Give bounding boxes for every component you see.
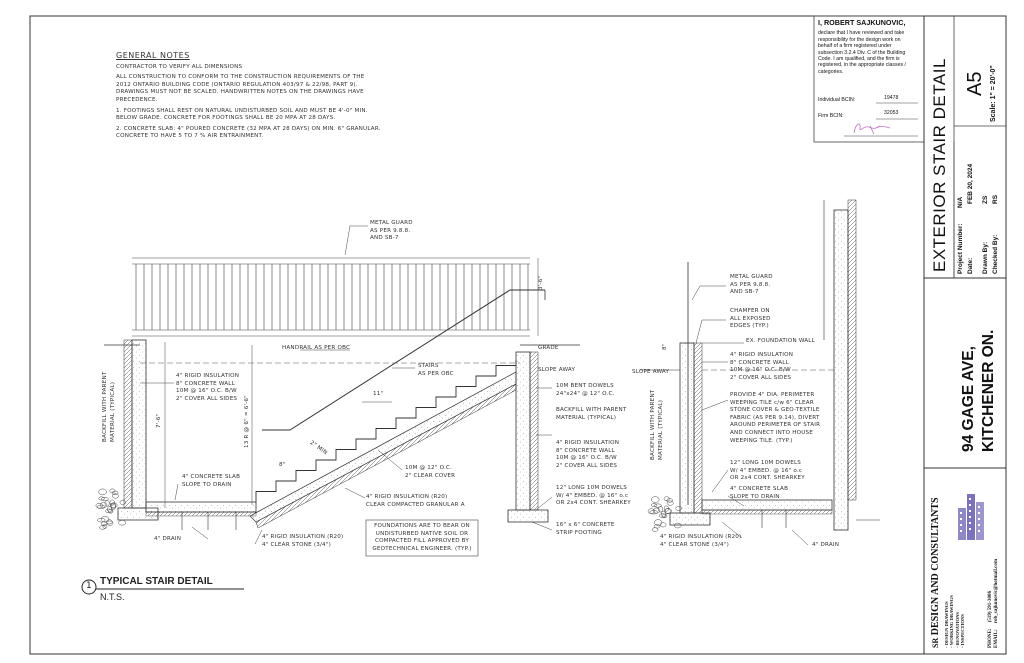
callout-line: STAIRS [418, 363, 439, 369]
callout-backfill-left [102, 372, 117, 442]
drain-left: 4" DRAIN [154, 536, 182, 542]
callout-rebar-slab [405, 465, 455, 480]
callout-line: OR 2x4 CONT. SHEARKEY [730, 475, 805, 482]
callout-line: AND CONNECT INTO HOUSE [730, 429, 814, 436]
drain-right: 4" DRAIN [812, 542, 840, 548]
callout-line: 4" RIGID INSULATION [556, 440, 620, 446]
project-number-label: Project Number: [957, 223, 964, 274]
callout-line: 4" RIGID INSULATION [730, 352, 794, 358]
callout-line: 4" RIGID INSULATION [176, 373, 240, 379]
callout-line: 12" LONG 10M DOWELS [556, 485, 628, 491]
callout-line: 2" COVER ALL SIDES [556, 462, 618, 469]
callout-line: 4" CLEAR STONE (3/4") [660, 541, 729, 548]
general-note-line: PRECEDENCE. [116, 96, 158, 103]
callout-line: 4" CONCRETE SLAB [182, 474, 241, 480]
callout-line: 10M BENT DOWELS [556, 383, 614, 389]
callout-line: BACKFILL WITH PARENT [556, 407, 627, 413]
callout-metal-guard-right [730, 274, 773, 297]
firm-service: - INSPECTIONS [960, 614, 966, 648]
phone-value: (519) 591-3006 [988, 591, 993, 623]
callout-line: 8" CONCRETE WALL [176, 380, 235, 387]
callout-line: 24"x24" @ 12" O.C. [556, 390, 615, 397]
callout-foundation-wall: EX. FOUNDATION WALL [746, 338, 815, 344]
general-note-line: CONTRACTOR TO VERIFY ALL DIMENSIONS [116, 63, 243, 70]
callout-line: 4" RIGID INSULATION (R20) [660, 534, 742, 540]
project-number-value: N/A [957, 196, 964, 208]
callout-line: 4" CLEAR STONE (3/4") [262, 541, 331, 548]
callout-line: 4" RIGID INSULATION (R20) [366, 494, 448, 500]
callout-line: AS PER 9.8.8. [370, 227, 411, 234]
callout-line: 2" CLEAR COVER [405, 472, 456, 479]
cert-line: categories. [818, 68, 844, 75]
callout-line: W/ 4" EMBED. @ 16" o.c [556, 492, 629, 499]
metal-guard [132, 258, 530, 336]
callout-weeping-tile [730, 392, 820, 445]
callout-line: 10M @ 16" O.C. B/W [176, 388, 237, 395]
callout-wall-left [176, 373, 239, 403]
sheet-number: A5 [964, 71, 986, 96]
general-note-line: 1. FOOTINGS SHALL REST ON NATURAL UNDISTURBED SOIL AND MUST BE 4'-0" MIN. [116, 107, 368, 114]
callout-line: W/ 4" EMBED. @ 16" o.c [730, 467, 803, 474]
nosing-dimension: 2" MIN [308, 440, 329, 457]
callout-line: BACKFILL WITH PARENT [102, 371, 108, 442]
individual-bcin-label: Individual BCIN: [818, 97, 856, 103]
callout-line: EDGES (TYP.) [730, 323, 769, 330]
cert-line: responsibility for the design work on [818, 36, 901, 43]
scale-note: Scale: 1" = 20'-0" [990, 65, 997, 122]
detail-title: TYPICAL STAIR DETAIL [100, 576, 213, 587]
general-note-line: BELOW GRADE. CONCRETE FOR FOOTINGS SHALL BE 20 MPA AT 28 DAYS. [116, 115, 336, 122]
callout-line: STRIP FOOTING [556, 529, 602, 536]
address-line-2: KITCHENER ON. [980, 329, 997, 452]
callout-chamfer [730, 308, 771, 331]
callout-wall-side [730, 352, 793, 382]
callout-line: MATERIAL (TYPICAL) [657, 399, 664, 460]
cert-line: declare that I have reviewed and take [818, 30, 905, 37]
general-note-line: 2012 ONTARIO BUILDING CODE (ONTARIO REGULATION 403/97 & 22/98, PART 9). [116, 81, 358, 88]
rise-dimension: 8" [279, 462, 286, 468]
callout-rigid-bottom-left [262, 534, 343, 549]
callout-bent-dowels [556, 383, 615, 398]
callout-line: OR 2x4 CONT. SHEARKEY [556, 500, 631, 507]
callout-line: ALL EXPOSED [730, 315, 771, 322]
callout-line: AS PER 9.8.8. [730, 281, 771, 288]
firm-service: - WORKING DRAWINGS [949, 595, 955, 648]
callout-line: 12" LONG 10M DOWELS [730, 460, 802, 466]
cert-line: registered, in the appropriate classes / [818, 62, 906, 69]
callout-stairs [418, 363, 454, 378]
callout-line: 10M @ 12" O.C. [405, 465, 453, 471]
firm-service: - DESIGN DRAWINGS [944, 601, 949, 648]
checked-by-value: RS [992, 194, 999, 204]
callout-line: 2" COVER ALL SIDES [176, 395, 238, 402]
callout-line: AND SB-7 [730, 289, 759, 296]
detail-number: 1 [86, 581, 92, 591]
callout-metal-guard [370, 220, 413, 243]
drawn-by-value: ZS [982, 195, 989, 204]
email-value: rob_sajkunovic@hotmail.com [994, 558, 999, 624]
callout-line: FOUNDATIONS ARE TO BEAR ON [374, 523, 470, 529]
callout-line: 2" COVER ALL SIDES [730, 374, 792, 381]
drawn-by-label: Drawn By: [982, 241, 989, 274]
firm-service: - RENOVATIONS [954, 612, 960, 648]
firm-name: DESIGN AND CONSULTANTS [930, 497, 941, 636]
callout-handrail: HANDRAIL AS PER OBC [282, 345, 351, 351]
callout-dowels-left [556, 485, 631, 508]
email-label: EMAIL: [994, 629, 999, 648]
individual-bcin-value: 19478 [884, 95, 899, 101]
callout-line: COMPACTED FILL APPROVED BY [374, 538, 470, 545]
phone-label: PHONE: [988, 628, 993, 648]
callout-line: METAL GUARD [370, 220, 413, 226]
callout-line: MATERIAL (TYPICAL) [109, 381, 116, 442]
slope-away-left: SLOPE AWAY [538, 367, 576, 373]
certifier-name: I, ROBERT SAJKUNOVIC, [818, 18, 906, 27]
callout-footing [556, 522, 615, 537]
callout-slab-left [182, 474, 240, 489]
general-note-line: ALL CONSTRUCTION TO CONFORM TO THE CONSTRUCTION REQUIREMENTS OF THE [116, 74, 365, 81]
detail-scale: N.T.S. [100, 592, 125, 602]
tread-dimension: 11" [373, 391, 384, 397]
slope-away-right: SLOPE AWAY [632, 369, 670, 375]
callout-backfill-right [556, 407, 626, 422]
address-line-1: 94 GAGE AVE, [960, 346, 977, 452]
firm-bcin-value: 32053 [884, 110, 899, 116]
foundations-note [370, 523, 474, 553]
callout-line: GEOTECHNICAL ENGINEER. (TYP.) [372, 545, 472, 552]
callout-line: BACKFILL WITH PARENT [650, 389, 656, 460]
callout-line: 8" CONCRETE WALL [730, 359, 789, 366]
callout-wall-right [556, 440, 619, 470]
callout-rigid-bottom-right [660, 534, 741, 549]
general-note-line: DRAWINGS MUST NOT BE SCALED. HANDWRITTEN NOTES ON THE DRAWINGS HAVE [116, 89, 364, 96]
callout-line: PROVIDE 4" DIA. PERIMETER [730, 392, 815, 398]
callout-line: SLOPE TO DRAIN [730, 493, 780, 500]
callout-line: 10M @ 16" O.C. B/W [730, 367, 791, 374]
date-value: FEB 20, 2024 [967, 163, 974, 204]
checked-by-label: Checked By: [992, 234, 999, 274]
callout-line: AS PER OBC [418, 370, 454, 377]
callout-line: WEEPING TILE. (TYP.) [730, 437, 793, 444]
callout-line: 4" CONCRETE SLAB [730, 486, 789, 492]
height-dimension-a: 7'-6" [156, 413, 162, 428]
callout-slab-right [730, 486, 788, 501]
height-dimension-b: 13 R @ 6" = 6'-6" [244, 395, 250, 448]
general-note-line: 2. CONCRETE SLAB: 4" POURED CONCRETE (32 MPA AT 28 DAYS) ON MIN. 6" GRANULAR. [116, 125, 381, 132]
callout-line: WEEPING TILE c/w 6" CLEAR [730, 399, 814, 406]
callout-dowels-right [730, 460, 805, 483]
firm-bcin-label: Firm BCIN: [818, 113, 844, 119]
callout-backfill-side [650, 390, 665, 460]
sheet-title: EXTERIOR STAIR DETAIL [930, 58, 949, 272]
callout-line: 4" RIGID INSULATION (R20) [262, 534, 344, 540]
guard-height-dimension: 3'-6" [538, 275, 544, 290]
callout-line: STONE COVER & GEO-TEXTILE [730, 407, 820, 414]
cert-line: Code. I am qualified, and the firm is [818, 56, 900, 63]
callout-line: 16" x 6" CONCRETE [556, 522, 615, 528]
general-note-line: CONCRETE TO HAVE 5 TO 7 % AIR ENTRAINMENT. [116, 133, 264, 140]
grade-label: GRADE [538, 345, 559, 351]
callout-line: 10M @ 16" O.C. B/W [556, 455, 617, 462]
callout-line: FABRIC (AS PER 9.14), DIVERT [730, 414, 820, 421]
callout-line: CLEAR COMPACTED GRANULAR A [366, 501, 465, 508]
firm-initials: SR [931, 637, 940, 648]
callout-line: SLOPE TO DRAIN [182, 481, 232, 488]
callout-rigid-under-stair [366, 494, 465, 509]
general-notes-title: GENERAL NOTES [116, 51, 190, 60]
callout-line: MATERIAL (TYPICAL) [556, 414, 617, 421]
callout-line: CHAMFER ON [730, 308, 770, 314]
date-label: Date: [967, 257, 974, 274]
callout-line: AROUND PERIMETER OF STAIR [730, 422, 821, 429]
callout-line: AND SB-7 [370, 235, 399, 242]
callout-line: 8" CONCRETE WALL [556, 447, 615, 454]
cert-line: subsection 3.2.4 Div. C of the Building [818, 49, 906, 56]
callout-line: METAL GUARD [730, 274, 773, 280]
cert-line: behalf of a firm registered under [818, 43, 892, 50]
callout-line: UNDISTURBED NATIVE SOIL OR [375, 530, 469, 537]
rise-dimension-right: 8" [662, 343, 668, 350]
